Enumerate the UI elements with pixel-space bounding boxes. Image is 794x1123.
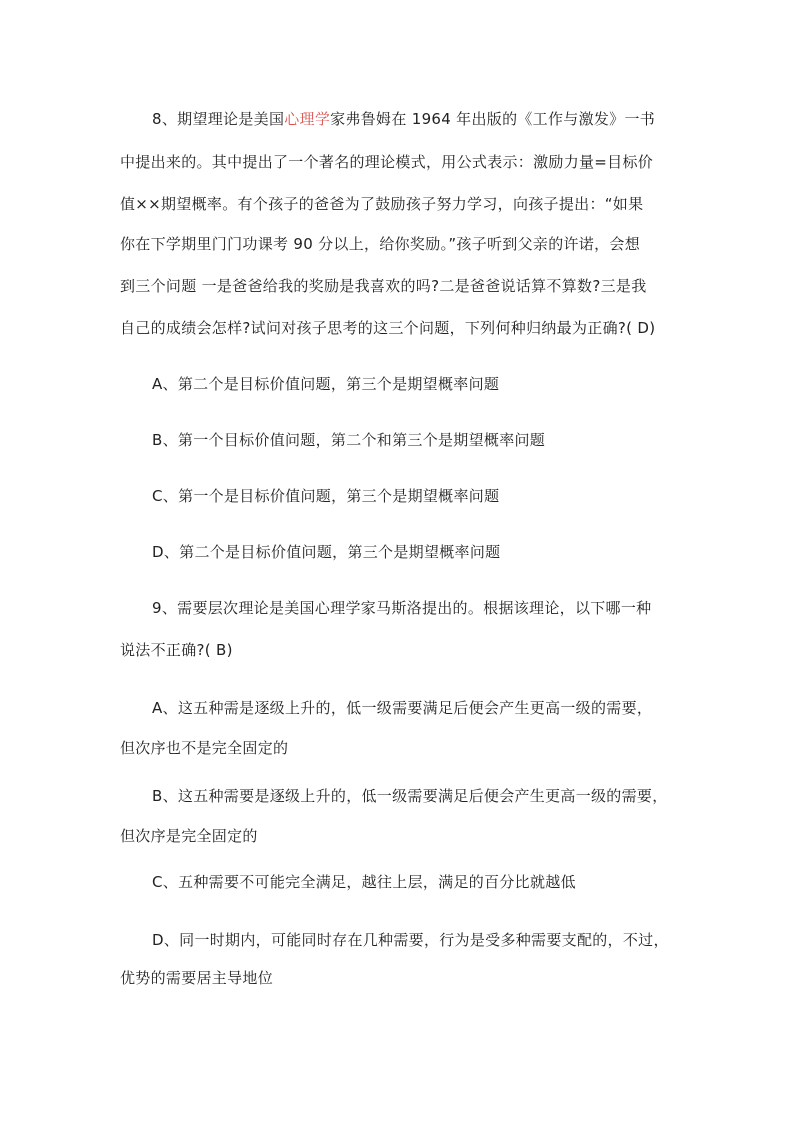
q8-stem-line-6: 自己的成绩会怎样?试问对孩子思考的这三个问题，下列何种归纳最为正确?( D): [120, 319, 656, 337]
q8-stem-text: 8、期望理论是美国: [152, 110, 285, 128]
q9-option-d-line-2: 优势的需要居主导地位: [120, 969, 274, 987]
q8-stem-line-1: [152, 108, 655, 130]
q9-option-a-line-1: A、这五种需是逐级上升的，低一级需要满足后便会产生更高一级的需要，: [152, 699, 653, 717]
q9-option-d-line-1: D、同一时期内，可能同时存在几种需要，行为是受多种需要支配的，不过，: [152, 931, 669, 949]
q8-option-a: A、第二个是目标价值问题，第三个是期望概率问题: [152, 375, 500, 393]
q8-stem-text: 家弗鲁姆在 1964 年出版的《工作与激发》一书: [330, 110, 656, 128]
q8-option-b: B、第一个目标价值问题，第二个和第三个是期望概率问题: [152, 431, 546, 449]
q9-option-b-line-1: B、这五种需要是逐级上升的，低一级需要满足后便会产生更高一级的需要，: [152, 787, 668, 805]
q9-stem-line-2: 说法不正确?( B): [120, 641, 233, 659]
q9-option-b-line-2: 但次序是完全固定的: [120, 827, 258, 845]
q8-stem-line-5: 到三个问题 一是爸爸给我的奖励是我喜欢的吗?二是爸爸说话算不算数?三是我: [120, 277, 647, 295]
q8-stem-line-4: 你在下学期里门门功课考 90 分以上，给你奖励。”孩子听到父亲的许诺，会想: [120, 235, 640, 253]
q8-stem-line-2: 中提出来的。其中提出了一个著名的理论模式，用公式表示：激励力量=目标价: [120, 153, 654, 171]
q9-stem-line-1: 9、需要层次理论是美国心理学家马斯洛提出的。根据该理论，以下哪一种: [152, 599, 652, 617]
q8-option-d: D、第二个是目标价值问题，第三个是期望概率问题: [152, 543, 501, 561]
q8-highlight-link[interactable]: 心理学: [284, 110, 331, 128]
q8-stem-line-3: 值××期望概率。有个孩子的爸爸为了鼓励孩子努力学习，向孩子提出：“如果: [120, 195, 644, 213]
q9-option-c-line-1: C、五种需要不可能完全满足，越往上层，满足的百分比就越低: [152, 873, 576, 891]
q9-option-a-line-2: 但次序也不是完全固定的: [120, 739, 289, 757]
q8-option-c: C、第一个是目标价值问题，第三个是期望概率问题: [152, 487, 500, 505]
